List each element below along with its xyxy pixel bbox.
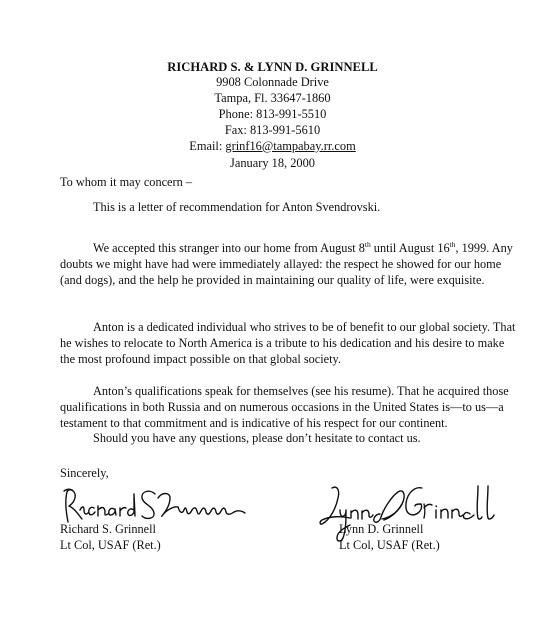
paragraph-dedication: Anton is a dedicated individual who strives to be of benefit to our global society. That he wishes to relocate to North America is a tribute to his dedication and his desire to make the most profound impact possible on that global society. — [60, 320, 516, 366]
paragraph-recommendation: This is a letter of recommendation for Anton Svendrovski. — [93, 200, 381, 214]
ordinal-suffix: th — [449, 239, 456, 249]
letter-date: January 18, 2000 — [230, 156, 315, 170]
signer-richard-name: Richard S. Grinnell — [60, 522, 156, 536]
letterhead-fax: Fax: 813-991-5610 — [224, 122, 321, 137]
paragraph-qualifications: Anton’s qualifications speak for themselves (see his resume). That he acquired those qualifications in both Russia and on numerous occasions in the United States is—to us—a testament to that commitment and is indicative of his respect for our continent. — [60, 384, 509, 430]
letterhead — [0, 59, 545, 155]
paragraph-contact: Should you have any questions, please don’t hesitate to contact us. — [93, 431, 421, 445]
salutation: To whom it may concern – — [60, 175, 192, 189]
letterhead-phone: Phone: 813-991-5510 — [218, 106, 327, 121]
letterhead-email — [0, 139, 545, 155]
email-link[interactable]: grinf16@tampabay.rr.com — [225, 138, 356, 153]
ordinal-suffix: th — [364, 239, 371, 249]
signer-richard-title: Lt Col, USAF (Ret.) — [60, 537, 161, 552]
paragraph-stay-text-c: , 1999. Any doubts we might have had were immediately allayed: the respect he showed for our home (and dogs), and the help he provided in maintaining our quality of life, were exquisite. — [60, 241, 513, 287]
signer-richard — [60, 522, 161, 554]
closing: Sincerely, — [60, 466, 109, 480]
signer-lynn-title: Lt Col, USAF (Ret.) — [339, 537, 440, 552]
email-label: Email: — [189, 138, 226, 153]
letterhead-names: RICHARD S. & LYNN D. GRINNELL — [167, 60, 378, 74]
paragraph-stay-text-b: until August 16 — [370, 241, 450, 255]
letterhead-street: 9908 Colonnade Drive — [216, 75, 329, 89]
letterhead-city: Tampa, Fl. 33647-1860 — [214, 90, 331, 105]
signature-richard — [58, 486, 248, 526]
signer-lynn — [339, 522, 440, 554]
signer-lynn-name: Lynn D. Grinnell — [339, 522, 424, 536]
paragraph-stay — [60, 241, 518, 289]
paragraph-stay-text-a: We accepted this stranger into our home from August 8 — [93, 241, 365, 255]
